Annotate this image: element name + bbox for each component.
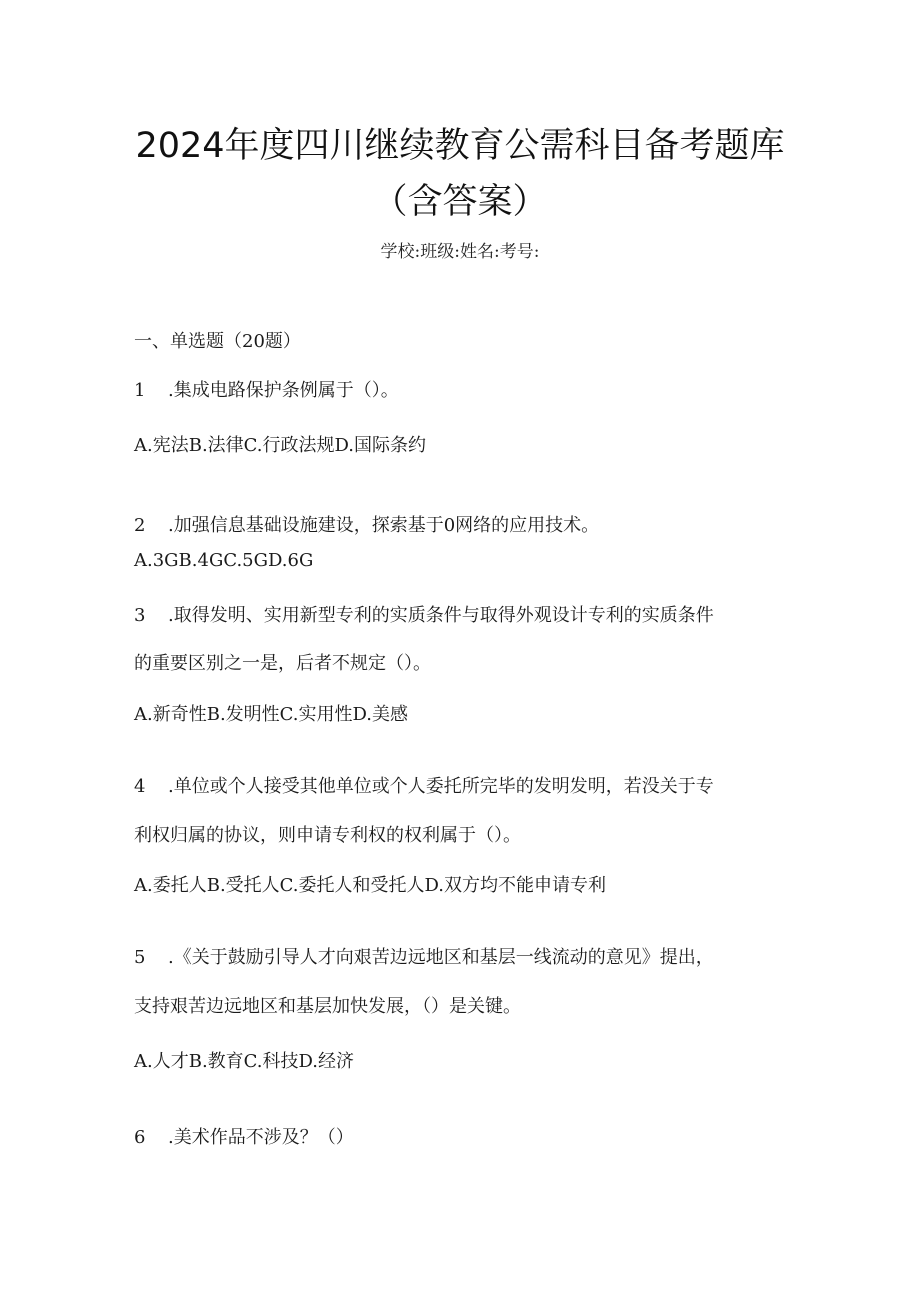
- question-number: 5: [134, 947, 146, 968]
- question-6-stem-line1: [134, 1125, 354, 1151]
- question-text: .《关于鼓励引导人才向艰苦边远地区和基层一线流动的意见》提出，: [168, 947, 714, 968]
- student-info-line: 学校:班级:姓名:考号:: [380, 242, 540, 262]
- question-5-stem-line2: 支持艰苦边远地区和基层加快发展，（）是关键。: [134, 996, 521, 1017]
- question-3-stem-line2: 的重要区别之一是，后者不规定（）。: [134, 653, 431, 674]
- question-text: .美术作品不涉及？（）: [168, 1127, 354, 1148]
- question-text: .单位或个人接受其他单位或个人委托所完毕的发明发明，若没关于专: [168, 776, 714, 797]
- document-title-line1: 2024年度四川继续教育公需科目备考题库: [135, 126, 785, 166]
- question-number: 4: [134, 776, 146, 797]
- question-text: .集成电路保护条例属于（）。: [168, 380, 399, 401]
- question-4-stem-line1: [134, 774, 714, 800]
- question-number: 6: [134, 1127, 146, 1148]
- question-number: 2: [134, 515, 146, 536]
- question-2-stem-line1: [134, 513, 599, 539]
- question-3-stem-line1: [134, 603, 714, 629]
- question-number: 1: [134, 380, 146, 401]
- question-5-stem-line1: [134, 945, 714, 971]
- question-4-stem-line2: 利权归属的协议，则申请专利权的权利属于（）。: [134, 825, 521, 846]
- question-1-stem-line1: [134, 378, 399, 404]
- question-2-options: A.3GB.4GC.5GD.6G: [134, 550, 314, 571]
- question-5-options: A.人才B.教育C.科技D.经济: [134, 1051, 355, 1072]
- question-3-options: A.新奇性B.发明性C.实用性D.美感: [134, 704, 409, 725]
- question-4-options: A.委托人B.受托人C.委托人和受托人D.双方均不能申请专利: [134, 875, 607, 896]
- question-text: .加强信息基础设施建设，探索基于0网络的应用技术。: [168, 515, 600, 536]
- section-heading: 一、单选题（20题）: [134, 331, 301, 352]
- question-1-options: A.宪法B.法律C.行政法规D.国际条约: [134, 435, 427, 456]
- document-title-line2: （含答案）: [372, 182, 548, 222]
- question-number: 3: [134, 605, 146, 626]
- question-text: .取得发明、实用新型专利的实质条件与取得外观设计专利的实质条件: [168, 605, 714, 626]
